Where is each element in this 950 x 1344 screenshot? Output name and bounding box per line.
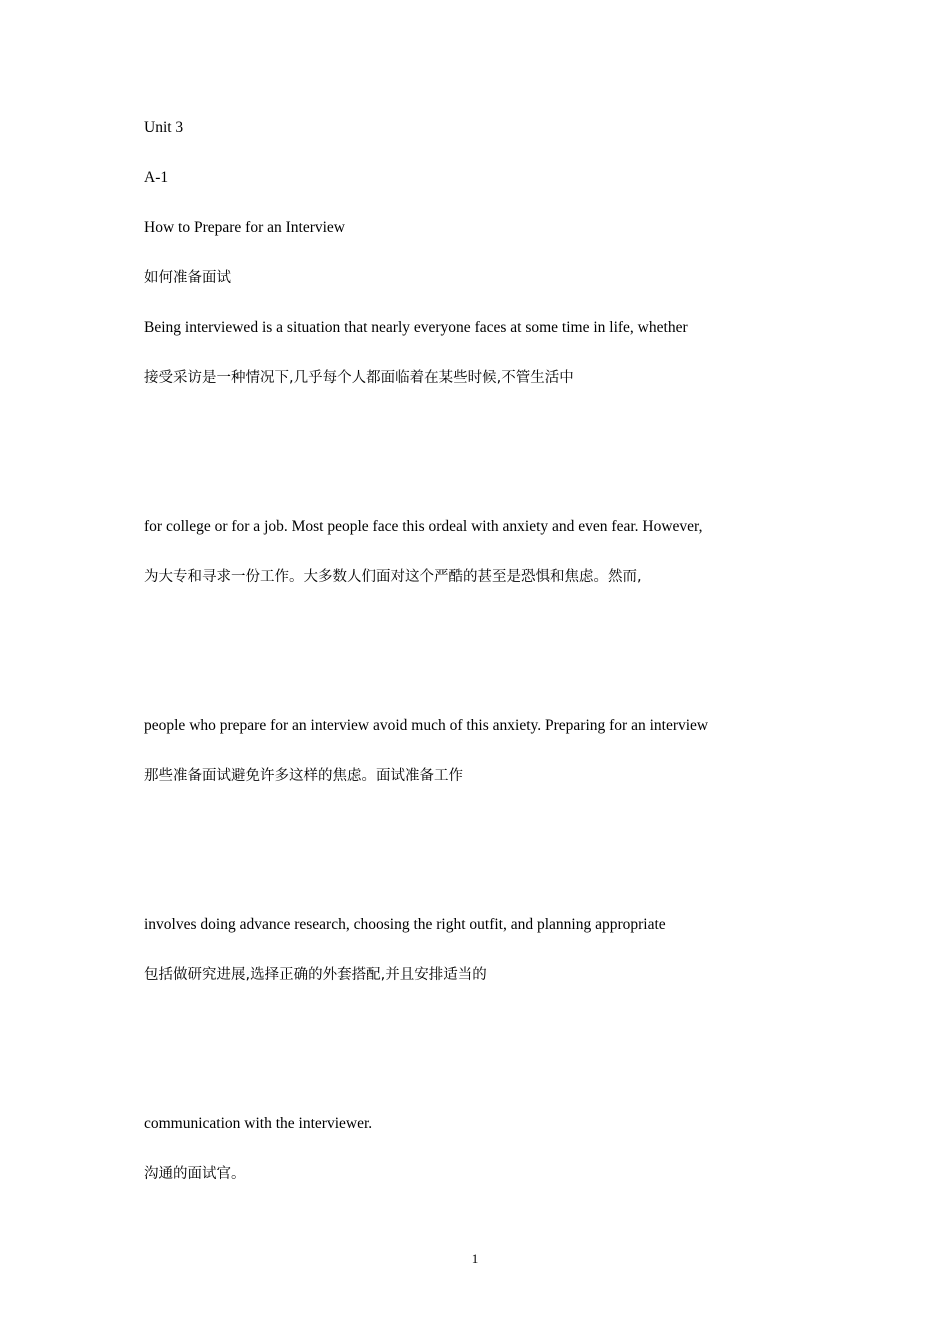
- paragraph-line-english: Being interviewed is a situation that nearly everyone faces at some time in life, whether: [144, 319, 688, 336]
- section-label: A-1: [144, 169, 169, 186]
- title-chinese: 如何准备面试: [144, 270, 231, 286]
- paragraph-line-chinese: 为大专和寻求一份工作。大多数人们面对这个严酷的甚至是恐惧和焦虑。然而,: [144, 569, 642, 585]
- paragraph-line-chinese: 接受采访是一种情况下,几乎每个人都面临着在某些时候,不管生活中: [144, 370, 574, 386]
- paragraph-line-chinese: 包括做研究进展,选择正确的外套搭配,并且安排适当的: [144, 967, 487, 983]
- paragraph-line-english: for college or for a job. Most people face this ordeal with anxiety and even fear. However,: [144, 518, 703, 535]
- unit-heading: Unit 3: [144, 119, 184, 136]
- paragraph-line-english: involves doing advance research, choosing the right outfit, and planning appropriate: [144, 916, 666, 933]
- paragraph-line-english: people who prepare for an interview avoid much of this anxiety. Preparing for an interview: [144, 717, 709, 734]
- title-english: How to Prepare for an Interview: [144, 219, 345, 236]
- page-number: 1: [471, 1251, 479, 1266]
- paragraph-line-chinese: 沟通的面试官。: [144, 1166, 246, 1182]
- paragraph-line-chinese: 那些准备面试避免许多这样的焦虑。面试准备工作: [144, 768, 463, 784]
- paragraph-line-english: communication with the interviewer.: [144, 1115, 373, 1132]
